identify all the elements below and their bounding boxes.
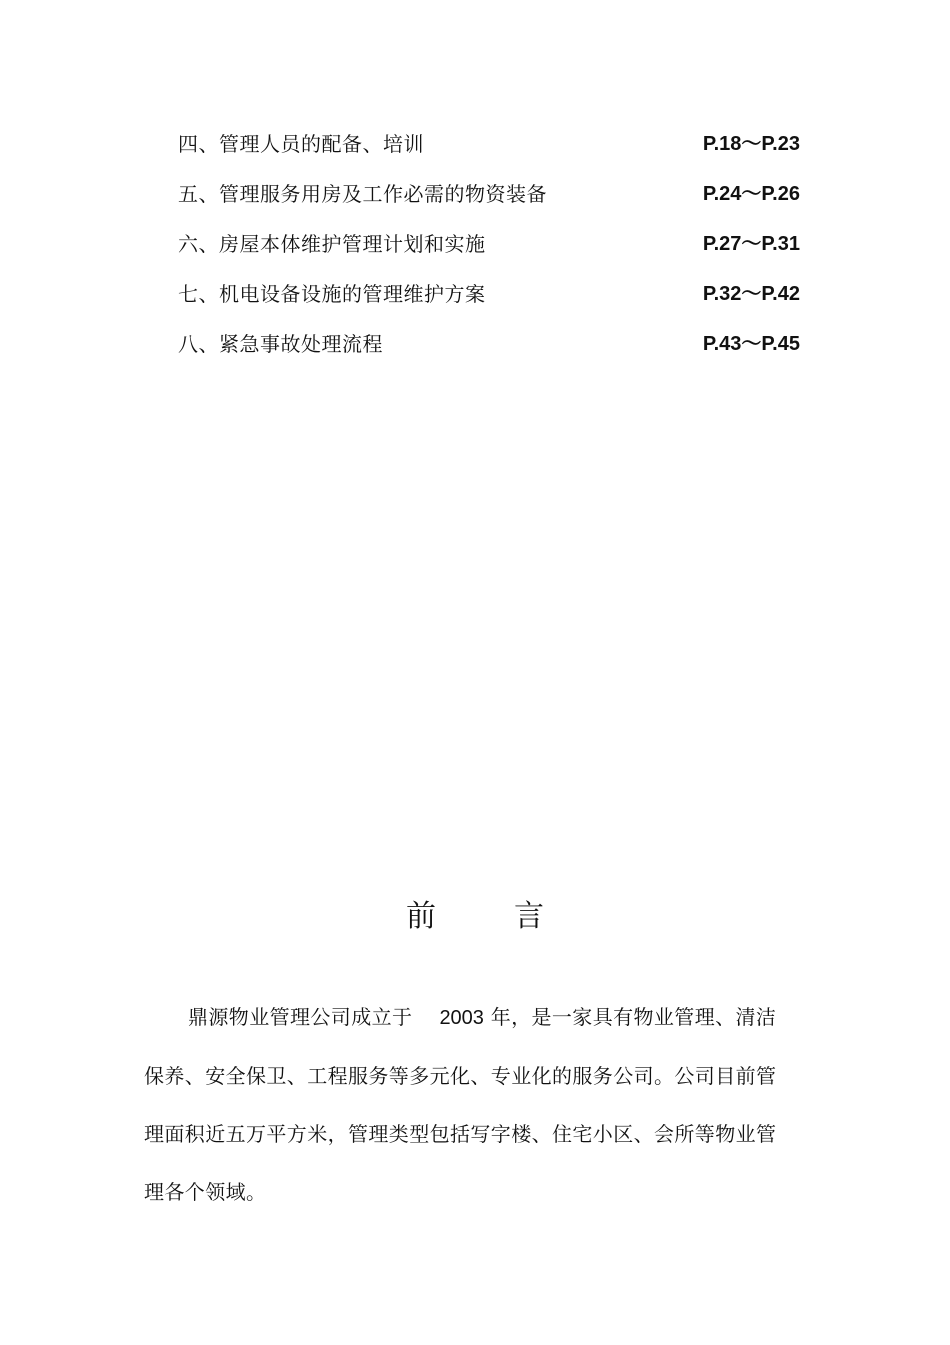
- toc-entry: [178, 228, 800, 278]
- toc-entry-title: 四、管理人员的配备、培训: [178, 132, 424, 156]
- toc-entry-title: 六、房屋本体维护管理计划和实施: [178, 232, 486, 256]
- toc-entry: [178, 128, 800, 178]
- toc-entry-title: 七、机电设备设施的管理维护方案: [178, 282, 486, 306]
- toc-entry-pages: P.27～P.31: [702, 233, 800, 255]
- toc-entry: [178, 278, 800, 328]
- preface-paragraph: [144, 988, 792, 1221]
- toc-entry-pages: P.18～P.23: [702, 133, 800, 155]
- toc-entry-pages: P.24～P.26: [702, 183, 800, 205]
- toc-entry: [178, 328, 800, 378]
- table-of-contents: [178, 128, 800, 378]
- toc-entry-title: 八、紧急事故处理流程: [178, 332, 383, 356]
- toc-entry-title: 五、管理服务用房及工作必需的物资装备: [178, 182, 547, 206]
- preface-text-start: 鼎源物业管理公司成立于: [188, 1005, 413, 1029]
- preface-heading: 前言: [406, 899, 622, 934]
- toc-entry-pages: P.43～P.45: [702, 333, 800, 355]
- preface-text-rest: 年，是一家具有物业管理、清洁保养、安全保卫、工程服务等多元化、专业化的服务公司。公司目前管理面积近五万平方米，管理类型包括写字楼、住宅小区、会所等物业管理各个领域。: [144, 1005, 777, 1204]
- toc-entry-pages: P.32～P.42: [702, 283, 800, 305]
- founding-year: 2003: [439, 1007, 484, 1029]
- toc-entry: [178, 178, 800, 228]
